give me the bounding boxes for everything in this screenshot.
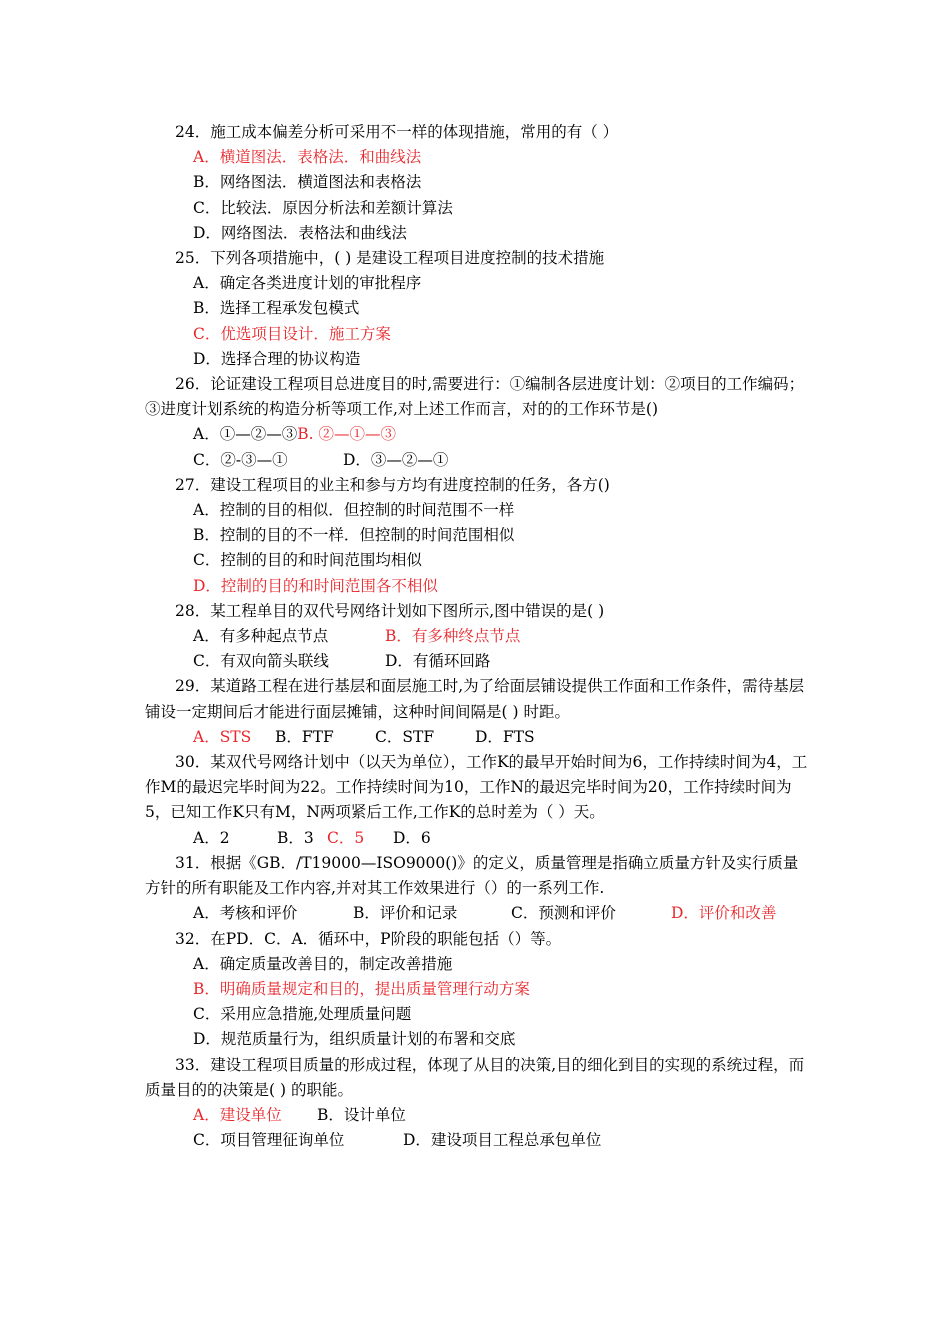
question-30-option-c: C．5 [327,828,365,847]
question-26-stem: 26．论证建设工程项目总进度目的时,需要进行：①编制各层进度计划：②项目的工作编码；③进度计划系统的构造分析等项工作,对上述工作而言，对的的工作环节是() [145,375,805,419]
question-28-options-row-2 [145,649,810,674]
question-32-option-a: A．确定质量改善目的，制定改善措施 [193,954,453,973]
question-25-option-a: A．确定各类进度计划的审批程序 [193,274,422,293]
question-25-option-d: D．选择合理的协议构造 [193,349,361,368]
question-31-option-a: A．考核和评价 [193,904,298,923]
question-32-option-d: D．规范质量行为，组织质量计划的布署和交底 [193,1030,516,1049]
question-33-option-a: A．建设单位 [193,1105,282,1124]
question-28-option-a: A．有多种起点节点 [193,627,329,646]
question-31-option-c: C．预测和评价 [511,904,616,923]
question-33-stem: 33．建设工程项目质量的形成过程，体现了从目的决策,目的细化到目的实现的系统过程，而质量目的的决策是( ) 的职能。 [145,1055,805,1099]
question-32-option-b: B．明确质量规定和目的，提出质量管理行动方案 [193,979,530,998]
question-24-option-b: B．网络图法．横道图法和表格法 [193,173,422,192]
question-31-stem: 31．根据《GB．/T19000—ISO9000()》的定义，质量管理是指确立质量方针及实行质量方针的所有职能及工作内容,并对其工作效果进行（）的一系列工作. [145,853,799,898]
question-31-option-b: B．评价和记录 [353,904,458,923]
question-28-option-c: C．有双向箭头联线 [193,652,329,671]
question-26-option-d: D．③—②—① [343,450,449,469]
question-25-stem: 25．下列各项措施中，( ) 是建设工程项目进度控制的技术措施 [175,249,605,268]
question-26-options-row-2 [145,448,810,473]
question-26-option-a: A．①—②—③ [193,425,298,444]
question-29-options-row [145,725,810,750]
question-27-option-a: A．控制的目的相似．但控制的时间范围不一样 [193,501,515,520]
question-25-option-c: C．优选项目设计．施工方案 [193,324,391,343]
question-30-option-b: B．3 [277,828,314,847]
question-24-option-c: C．比较法．原因分析法和差额计算法 [193,198,453,217]
question-29-option-b: B．FTF [275,727,334,746]
question-29-option-a: A．STS [193,727,252,746]
question-28-option-d: D．有循环回路 [385,652,491,671]
question-25-option-b: B．选择工程承发包模式 [193,299,360,318]
question-27-option-d: D．控制的目的和时间范围各不相似 [193,576,438,595]
question-30-option-d: D．6 [393,828,431,847]
question-31-option-d: D．评价和改善 [671,904,777,923]
question-24-option-a: A．横道图法．表格法．和曲线法 [193,148,422,167]
question-33-options-row-2 [145,1128,810,1153]
question-24-option-d: D．网络图法．表格法和曲线法 [193,223,407,242]
question-28-stem: 28．某工程单目的双代号网络计划如下图所示,图中错误的是( ) [175,601,605,620]
question-33-option-b: B．设计单位 [317,1105,406,1124]
question-31-options-row [145,901,810,926]
question-26-option-c: C．②-③—① [193,450,288,469]
question-33-option-c: C．项目管理征询单位 [193,1131,345,1150]
question-list [145,120,810,1153]
question-27-stem: 27．建设工程项目的业主和参与方均有进度控制的任务，各方() [175,475,610,494]
question-30-stem: 30．某双代号网络计划中（以天为单位），工作K的最早开始时间为6，工作持续时间为4，工作M的最迟完毕时间为22。工作持续时间为10，工作N的最迟完毕时间为20，工作持续时间为5，已知工作K只有M，N两项紧后工作,工作K的总时差为（ ）天。 [145,753,808,822]
question-28-options-row-1 [145,624,810,649]
question-30-options-row [145,826,810,851]
question-29-stem: 29．某道路工程在进行基层和面层施工时,为了给面层铺设提供工作面和工作条件，需待基层铺设一定期间后才能进行面层摊铺，这种时间间隔是( ) 时距。 [145,677,805,721]
question-30-option-a: A．2 [193,828,230,847]
question-24-stem: 24．施工成本偏差分析可采用不一样的体现措施，常用的有（ ） [175,123,619,141]
question-33-options-row-1 [145,1103,810,1128]
question-29-option-d: D．FTS [475,727,535,746]
question-26-option-b: B. ②—①—③ [297,425,396,444]
question-32-stem: 32．在PD．C．A．循环中，P阶段的职能包括（）等。 [175,929,562,948]
question-26-options-row-1 [145,422,810,447]
question-27-option-b: B．控制的目的不一样．但控制的时间范围相似 [193,526,515,545]
question-33-option-d: D．建设项目工程总承包单位 [403,1131,602,1150]
question-27-option-c: C．控制的目的和时间范围均相似 [193,551,422,570]
question-28-option-b: B．有多种终点节点 [385,627,521,646]
question-32-option-c: C．采用应急措施,处理质量问题 [193,1005,412,1024]
question-29-option-c: C．STF [375,727,435,746]
